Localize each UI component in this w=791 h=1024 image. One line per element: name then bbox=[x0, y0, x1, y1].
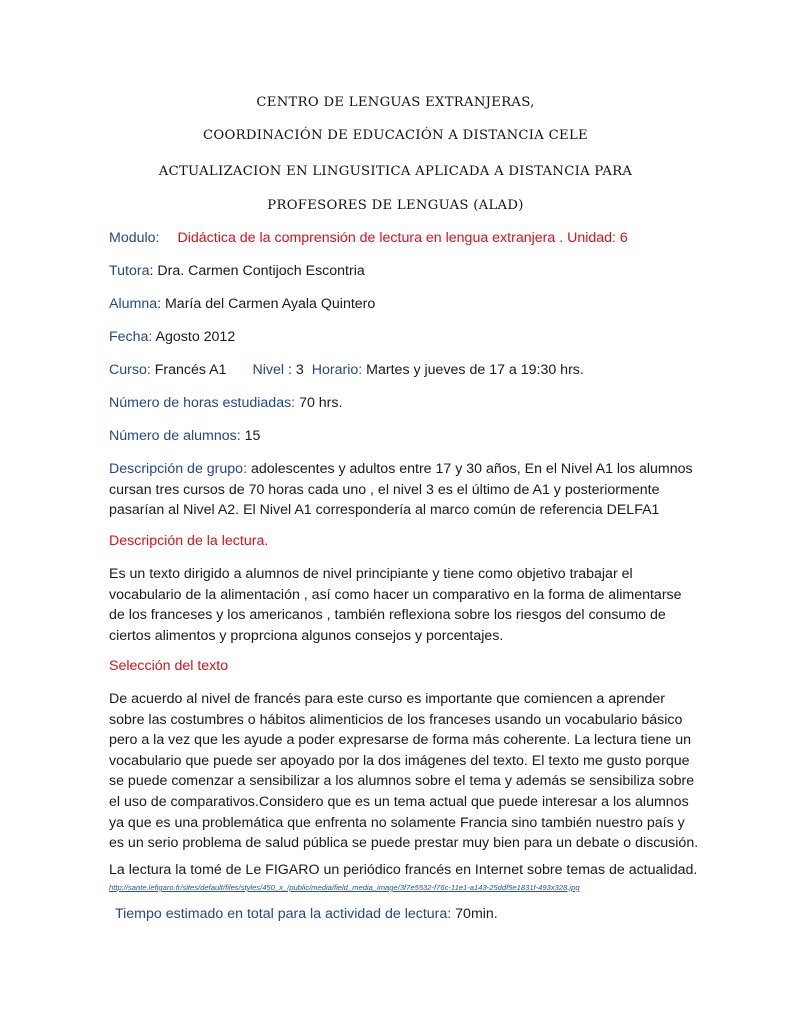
grupo-paragraph bbox=[109, 459, 699, 521]
lectura-heading: Descripción de la lectura. bbox=[109, 533, 269, 549]
horas-value: 70 hrs. bbox=[295, 395, 343, 411]
horario-label: Horario: bbox=[311, 362, 363, 378]
curso-value: Francés A1 bbox=[150, 362, 227, 378]
alumnos-label: Número de alumnos: bbox=[109, 428, 241, 444]
tutora-row bbox=[109, 263, 365, 279]
alumnos-value: 15 bbox=[240, 428, 261, 444]
nivel-value: : 3 bbox=[284, 362, 304, 378]
tiempo-value: 70min. bbox=[451, 906, 498, 922]
tiempo-row bbox=[115, 906, 498, 922]
image-source-link[interactable]: http://sante.lefigaro.fr/sites/default/files/styles/450_x_/public/media/field_media_image/3f7e5532-f76c-11e1-a143-25ddf5e1831f-493x328.jpg bbox=[109, 883, 580, 892]
lectura-body: Es un texto dirigido a alumnos de nivel principiante y tiene como objetivo trabajar el vocabulario de la alimentación , así como hacer un comparativo en la forma de alimentarse de los franceses y los americanos , también reflexiona sobre los riesgos del consumo de ciertos alimentos y proprciona algunos consejos y porcentajes. bbox=[109, 566, 682, 644]
alumnos-row bbox=[109, 428, 260, 444]
curso-label: Curso: bbox=[109, 362, 151, 378]
horas-label: Número de horas estudiadas: bbox=[109, 395, 296, 411]
seleccion-heading: Selección del texto bbox=[109, 658, 229, 674]
modulo-value: Didáctica de la comprensión de lectura en lengua extranjera . Unidad: 6 bbox=[177, 230, 628, 246]
nivel-label: Nivel bbox=[252, 362, 285, 378]
modulo-row bbox=[109, 230, 628, 246]
source-sentence: La lectura la tomé de Le FIGARO un periódico francés en Internet sobre temas de actualidad. bbox=[109, 862, 698, 878]
seleccion-body: De acuerdo al nivel de francés para este curso es importante que comiencen a aprender sobre las costumbres o hábitos alimenticios de los franceses usando un vocabulario básico pero a la vez que les ayude a poder expresarse de forma más coherente. La lectura tiene un vocabulario que puede ser apoyado por la dos imágenes del texto. El texto me gusto porque se puede comenzar a sensibilizar a los alumnos sobre el tema y además se sensibiliza sobre el uso de comparativos.Considero que es un tema actual que puede interesar a los alumnos ya que es una problemática que enfrenta no solamente Francia sino también nuestro país y es un serio problema de salud pública se puede prestar muy bien para un debate o discusión. bbox=[109, 691, 699, 852]
horas-row bbox=[109, 395, 342, 411]
grupo-label: Descripción de grupo: bbox=[109, 461, 248, 477]
curso-row bbox=[109, 362, 584, 378]
fecha-value: Agosto 2012 bbox=[152, 329, 236, 345]
header-program-line2: PROFESORES DE LENGUAS (ALAD) bbox=[267, 198, 524, 213]
grupo-value: adolescentes y adultos entre 17 y 30 años, En el Nivel A1 los alumnos cursan tres cursos de 70 horas cada uno , el nivel 3 es el último de A1 y posteriormente pasarían al Nivel A2. El Nivel A1 correspondería al marco común de referencia DELFA1 bbox=[109, 461, 693, 519]
tutora-label: Tutora bbox=[109, 263, 150, 279]
header-coordination: COORDINACIÓN DE EDUCACIÓN A DISTANCIA CELE bbox=[203, 128, 588, 143]
alumna-label: Alumna bbox=[109, 296, 158, 312]
tutora-value: : Dra. Carmen Contijoch Escontria bbox=[149, 263, 365, 279]
modulo-label: Modulo: bbox=[109, 230, 160, 246]
header-program-line1: ACTUALIZACION EN LINGUSITICA APLICADA A DISTANCIA PARA bbox=[158, 164, 633, 179]
fecha-label: Fecha: bbox=[109, 329, 153, 345]
alumna-row bbox=[109, 296, 375, 312]
horario-value: Martes y jueves de 17 a 19:30 hrs. bbox=[362, 362, 584, 378]
alumna-value: : María del Carmen Ayala Quintero bbox=[157, 296, 376, 312]
header-institution: CENTRO DE LENGUAS EXTRANJERAS, bbox=[256, 95, 535, 110]
tiempo-label: Tiempo estimado en total para la actividad de lectura: bbox=[115, 906, 452, 922]
fecha-row bbox=[109, 329, 235, 345]
